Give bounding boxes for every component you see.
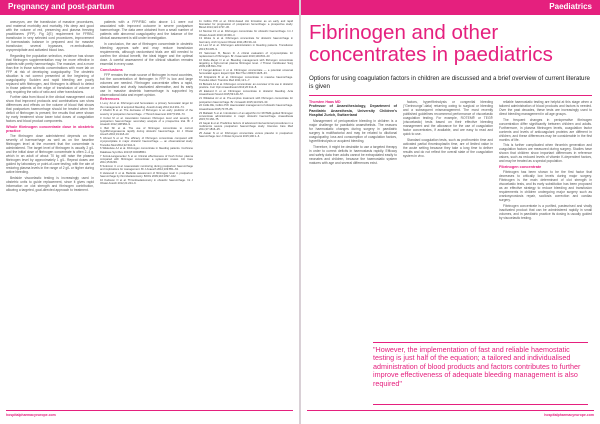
references-list-a <box>100 98 193 185</box>
section-subhead: Conclusions <box>100 67 123 72</box>
pull-quote: "However, the implementation of fast and reliable haemostatic testing is just half of the equation; a tailored and individualised administration of blood products and factors contributes to further improve effectiveness of adequate bleeding management is also required" <box>373 345 581 388</box>
body-paragraph: Therefore, it might be desirable to use a targeted therapy in order to correct deficits in haemostasis rapidly. Efficacy and safety data from adults cannot be extrapolated easily to neonates and children, because the haemostatic system matures with age and several differences exist. <box>309 144 397 165</box>
right-column-2 <box>403 100 493 338</box>
reference-item: 9 Huissoud C et al. Bedside assessment of fibrinogen level in postpartum haemorrhage by thrombelastometry. BJOG 2009;116:1097–102. <box>100 171 193 179</box>
reference-item: 16 Rahe-Meyer N et al. Bleeding management with fibrinogen concentrate targeting a high-normal plasma fibrinogen level. J Thorac Cardiovasc Surg 2009;138:694–702. <box>199 58 293 69</box>
body-paragraph: Fibrinogen has been shown to be the first factor that decreases to critically low levels during major surgery. Fibrinogen is the main determinant of clot strength in viscoelastic tests, and its early substitution has been proposed as an effective strategy to reduce bleeding and transfusion requirements in children undergoing major surgery such as craniosynostosis repair, scoliosis correction and cardiac surgery. <box>499 170 592 203</box>
reference-item: 23 Mallaiah S et al. Introduction of an algorithm for ROTEM-guided fibrinogen concentrate administration in major obstetric haemorrhage. Anaesthesia 2015;70:166–75. <box>199 111 293 121</box>
left-section-label: Pregnancy and post-partum <box>8 2 115 11</box>
left-footer-url: hospitalpharmacyeurope.com <box>6 413 56 417</box>
reference-item: 3 Cortet M et al. Association between fibrinogen level and severity of postpartum haemorrhage: secondary analysis of a prospective trial. Br J Anaesth 2012;108:984–9. <box>100 116 193 126</box>
right-section-label: Paediatrics <box>549 2 592 11</box>
reference-item: 4 Bell SF et al. The use of fibrinogen concentrate to correct hypofibrinogenaemia rapidly during obstetric haemorrhage. Int J Obstet Anesth 2010;19:218–23. <box>100 126 193 137</box>
reference-item: 6 Wikkelsoe AJ et al. Fibrinogen concentrate in bleeding patients. Cochrane Database Syst Rev 2013;8:CD008864. <box>100 147 193 154</box>
reference-item: 8 Solomon C et al. Haemostatic monitoring during postpartum haemorrhage and implications for management. Br J Anaesth 2012;109:851–63. <box>100 164 193 172</box>
reference-item: 20 Ekelund K et al. Fibrinogen concentrate in obstetric bleeding. Acta Anaesthesiol Scand 2015;59:149–57. <box>199 90 293 97</box>
right-footer-url: hospitalpharmacyeurope.com <box>544 413 594 417</box>
pull-quote-rule-bottom <box>373 404 588 405</box>
reference-item: 1 Levy JH et al. Fibrinogen and hemostasis: a primary hemostatic target for the management of acquired bleeding. Anesth Analg 2012;114:261–74. <box>100 102 193 109</box>
author-affiliation: Professor of Anaesthesiology, Department of Paediatric Anaesthesia, University Children's Hospital Zurich, Switzerland <box>309 104 397 117</box>
body-paragraph: The frequent changes in perioperative fibrinogen concentration differ significantly between children and adults. Furthermore, in plasma fibrinogen levels, coagulation factor contents and levels of anticoagulant proteins are different in children, and these differences may be considerable in the first months of life. <box>499 117 592 142</box>
reference-item: 25 Aawar N et al. Fibrinogen concentrate versus placebo in postpartum haemorrhage. Eur J Obstet Gynecol 2015;190:1–6. <box>199 132 293 139</box>
pull-quote-rule-top <box>373 342 588 343</box>
body-paragraph: Further data from blood in the clinical management could show that improved protocols and combinations can show differences and effects on the volume of blood that shows that postpartum haemorrhage should be treated when the deficit of fibrinogen is present; the results that were shown by early treatment show lower total doses of coagulation factors and blood product components. <box>6 95 94 124</box>
reference-item: 14 Levi M et al. Fibrinogen administration in bleeding patients. Transfusion 2013;53:205–9. <box>199 44 293 51</box>
left-column-1 <box>6 20 94 406</box>
reference-item: 19 Butwick AJ et al. Fibrinogen concentrate: an overview of its use in obstetric practice. Curr Opin Anaesthesiol 2013;26:312–8. <box>199 83 293 90</box>
reference-item: 5 Ahmed S et al. The efficacy of fibrinogen concentrate compared with cryoprecipitate in major obstetric haemorrhage — an observational study. Transfus Med 2012;22:344–9. <box>100 137 193 147</box>
left-column-2 <box>100 20 193 406</box>
reference-item: 11 Collins PW et al. Fibrin-based clot formation as an early and rapid biomarker for progression of postpartum hemorrhage: a prospective study. Blood 2014;124:1727–36. <box>199 20 293 30</box>
reference-item: 2 Charbit B et al. The decrease of fibrinogen is an early predictor of the severity of postpartum hemorrhage. J Thromb Haemost 2007;5:266–73. <box>100 109 193 116</box>
article-standfirst: Options for using coagulation factors in children are discussed and a brief overview of current literature is given <box>309 75 590 90</box>
body-paragraph: Regarding the population selection, evidence has shown that fibrinogen supplementation may be more effective in patients with pretty haemorrhagic. The massive, and a more than five in those sclerotic concentrations with more lab on FFP at risk of developing coagulopathy. The obstetric situation is not correct presented at the beginning of coagulopathy. Sudden and rapid bleeding are poorly replaced with fibrinogen, and fibrinogen is difficult to detect in those patients at the edge of transfusion of volume or only requiring the ratio of ratio and other transfusions. <box>6 53 94 94</box>
body-paragraph: In conclusion, the use of fibrinogen concentrate in obstetric bleeding appears safe and may reduce transfusion requirements, although randomised trials are still needed to confirm the clinical benefit, the ideal trigger and the optimal dose. A careful assessment of the clinical situation remains essential in every case. <box>100 41 193 66</box>
body-paragraph: aneurysm, are the transfusion of massive procedures, and maternal morbidity and mortality. His deep and good with the volume of red, preserving and plasma freezing practitioners (FFP). Fig 2(E) requirement for FFRBC transfusion in very selected cord procedures, improvement of haemostasis balance in prepared and for massive transfusion; several bypasses, re-embolisation, cryoprecipitate and activated blood loss. <box>6 20 94 52</box>
body-paragraph: Bedside viscoelastic testing is increasingly used in obstetric units to guide replacement, since it gives rapid information on clot strength and fibrinogen contribution, allowing a targeted, goal-directed approach to treatment. <box>6 175 94 192</box>
reference-item: 15 Sørensen B, Bevan D. A critical evaluation of cryoprecipitate for replacement of fibrinogen. Br J Haematol 2010;149:834–43. <box>199 51 293 58</box>
body-paragraph: Management of perioperative bleeding in children is a major challenge for paediatric anaesthetists. The reasons for haemostatic changes during surgery in paediatric surgery is multifactorial and may be related to dilutional coagulopathy, loss and consumption of coagulation factors, hyperfibrinolysis or acquired bleeding. <box>309 119 397 144</box>
page-gutter <box>299 0 301 424</box>
standfirst-rule <box>309 95 592 96</box>
reference-item: 24 Gayat E et al. Predictive factors of advanced interventional procedures in a multicentre severe postpartum haemorrhage study. Intensive Care Med 2011;37:1816–25. <box>199 121 293 132</box>
reference-item: 17 Fenger-Eriksen C et al. Fibrinogen concentrate — a potential universal hemostatic agent. Expert Opin Biol Ther 2009;9:1325–33. <box>199 68 293 76</box>
body-paragraph: factors, hyperfibrinolysis or congenital bleeding ("Gerinnungs"-data) returning owing to surgical or bleeding and a subsequent mismanagement. The most recently published guidelines recommend performance of viscoelastic coagulation testing. For example, ROTEM® or TEG® (viscoelastic) tests based on their effective bleeding management and the allowance for the use of coagulation factor concentrates, if available, and are easy to read and quick to use. <box>403 100 493 136</box>
body-paragraph: This is further complicated when thrombin generation and coagulation factors are measured during surgery. Studies have shown that children show important differences in reference values, such as reduced levels of vitamin K-dependent factors, and may be treated as a special population. <box>499 143 592 164</box>
reference-item: 18 Kirkpatrick B et al. Fibrinogen concentrate in massive haemorrhage. Transfus Altern Transfus Med 2011;12:1–7. <box>199 76 293 83</box>
section-subhead: Whole fibrinogen concentrate dose in obstetric practice <box>6 125 94 134</box>
body-paragraph: patients with a FFP/RBC ratio above 1:1 were not associated with improved outcome in severe postpartum haemorrhage. The data were obtained from a small number of patients with abnormal coagulopathy and the balance of the clinical assessment is still under investigation. <box>100 20 193 40</box>
left-footer-rule <box>6 410 293 411</box>
body-paragraph: Fibrinogen concentrate is a purified, pasteurised and virally inactivated product that can be administered rapidly in small volumes, and in paediatric practice its dosing is usually guided by viscoelastic testing. <box>499 203 592 220</box>
reference-item: 21 Wikkelsø AJ et al. Pre-emptive treatment with fibrinogen concentrate for postpartum haemorrhage. Br J Anaesth 2015;114:623–33. <box>199 97 293 104</box>
body-paragraph: Standard coagulation tests, such as prothrombin time and activated partial thromboplastin time, are of limited value in the acute setting because they take a long time to deliver results and do not reflect the overall state of the coagulation system in vivo. <box>403 137 493 158</box>
right-footer-rule <box>307 410 594 411</box>
body-paragraph: reliable haemostatic testing are helpful at this stage when a tailored administration of blood products and factors is needed. Over the past decades, these tests are increasingly used to direct bleeding management in all age groups. <box>499 100 592 116</box>
references-title: References <box>100 97 120 102</box>
body-paragraph: FFP remains the main source of fibrinogen in most countries, but the concentration of fibrinogen in FFP is low and large volumes are needed. Fibrinogen concentrate offers a rapid, standardised and virally inactivated alternative, and its early use in massive obstetric haemorrhage is supported by observational data and expert opinion. <box>100 72 193 97</box>
author-name: Thorsten Haas MD <box>309 100 341 104</box>
author-block <box>309 100 397 117</box>
article-title: Fibrinogen and other concentrates in paediatrics <box>309 21 553 66</box>
reference-item: 10 Karlsson O et al. Thromboelastometry in obstetric haemorrhage. Int J Obstet Anesth 2012;21:224–9. <box>100 179 193 186</box>
section-subhead: Fibrinogen concentrate <box>499 165 542 170</box>
reference-item: 7 Kozek-Langenecker S et al. Clinical effectiveness of fresh frozen plasma compared with fibrinogen concentrate: a systematic review. Crit Care 2011;15:R239. <box>100 154 193 164</box>
right-column-3 <box>499 100 592 338</box>
left-column-3-references <box>199 20 293 406</box>
reference-item: 13 Weiss G et al. Fibrinogen concentrate for obstetric haemorrhage in Germany. Arch Gynecol Obstet 2011;283:39–44. <box>199 37 293 44</box>
reference-item: 12 Mercier FJ et al. Fibrinogen concentrate for obstetric haemorrhage. Int J Obstet Anesth 2010;19:360–3. <box>199 30 293 37</box>
reference-item: 22 Collis RE, Collins PW. Haemostatic management of obstetric haemorrhage. Anaesthesia 2015;70:78–86. <box>199 104 293 111</box>
body-paragraph: The fibrinogen dose administered depends on the severity of haemorrhage as well as on the baseline fibrinogen level at the moment that the concentrate is administered. The target level of fibrinogen is usually 2 g/L and the initial dose of fibrinogen concentrate is often 2–4 g, which in an adult of about 70 kg will raise the plasma fibrinogen level by approximately 1 g/L. Repeat doses are guided by laboratory or point-of-care testing, with the aim of restoring plasma levels in the range of 2 g/L or higher during active bleeding. <box>6 134 94 175</box>
